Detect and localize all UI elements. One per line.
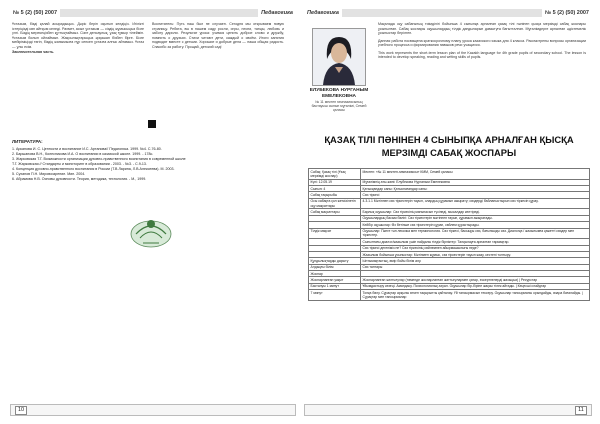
left-page (10, 8, 296, 416)
abstract-russian: Данная работа посвящена краткосрочному плану урока казахского языка для 4 класса. Рассмотрены вопросы организации учебного процесса и формирования навыков речи учащихся. (378, 38, 586, 47)
column-2-text: Воспитатель: Путь наш был не случаен. Сегодня мы открываем новую страницу. Ребята, вы в нашем саду росли, игры, песни, танцы, любовь и заботу дарили. Результат урока: учимся ценить доброе слово и дружбу, помнить о друзьях. Стихи читают дети, каждый о своём. Итоги занятия подводят вместе с детьми. Хорошие и добрые дела — наша общая радость. Спасибо за работу. Прощай, детский сад! (152, 22, 284, 49)
table-cell-label: Басталуы 1 минут (309, 283, 361, 289)
table-cell-label: Сабақ: Қазақ тілі (Ұзақ мерзімді жоспар) (309, 169, 361, 180)
table-cell-value: Топқа бөлу. Сұрақтар арқылы өткен тақырыпты қайталау. Үй тапсырмасын тексеру. Оқушылар тапсырманы орындайды, өзара бағалайды. | Сұрақтар мен тапсырмалар (361, 290, 590, 301)
table-cell-label: Осы сабақта қол жеткізілетін оқу мақсаттары (309, 198, 361, 209)
table-cell-label: Сабақ мақсаттары (309, 209, 361, 215)
literature-item: 3. Жарковская Т.Г. Возможности организации духовно-нравственного воспитания в современной школе (12, 157, 186, 161)
table-cell-value: Кейбір оқушылар: Өз бетінше сөз тіркестерін құрап, сөйлем құрастырады. (361, 222, 590, 228)
header-bar (342, 9, 542, 17)
table-cell-label: Сынып: 4 (309, 185, 361, 191)
table-cell-value: Оқушылар: Пәнге тән лексика мен терминология. Сөз тіркесі, басыңқы сөз, бағыныңқы сөз. Диалогқа / жазылымға қажетті сөздер мен тіркестер. (361, 228, 590, 239)
issue-number: № 5 (2) (50) 2007 (13, 9, 58, 16)
table-row (309, 228, 590, 239)
table-cell-label: Сабақ тақырыбы (309, 192, 361, 198)
table-cell-value: Сөз тіркесі (361, 192, 590, 198)
table-cell-label: Жоспар (309, 271, 361, 277)
issue-number: № 5 (2) (50) 2007 (544, 9, 589, 16)
table-cell-label: Күні: 12.05.19 (309, 179, 361, 185)
column-1-ending: Заключительная часть. (12, 50, 55, 54)
journal-logo-icon (128, 212, 174, 250)
page-footer (304, 404, 592, 416)
table-cell-value: Барлық оқушылар: Сөз тіркесінің мағынасын түсінеді, мысалдар келтіреді. (361, 209, 590, 215)
page-number: 10 (15, 406, 27, 415)
table-cell-label: 7 минут (309, 290, 361, 301)
page-header (10, 8, 296, 17)
table-cell-value: Мұғалімнің аты-жөні: Елубекова Нурганым Емелековна (361, 179, 590, 185)
literature-item: 5. Суханов П.Н. Мировоззрение. Мин. 2004. (12, 172, 86, 176)
page-footer (10, 404, 296, 416)
literature-item: Т.Г. Жарковская // Стандарты и мониторинг в образовании - 2003. - №3. - С.9-13. (12, 162, 147, 166)
table-cell-value: Жоспарланған жаттығулар (төменде жоспарланған жаттығулармен қатар, ескертпелерді жазыңыз) | Ресурстар (361, 277, 590, 283)
abstract-english: This work represents the short-term lesson plan of the Kazakh language for 4th grade pupils of secondary school. The lesson is intended to develop speaking, reading and writing skills of pupils. (378, 50, 586, 59)
table-cell-value: Ынтымақтастық, өмір бойы білім алу. (361, 258, 590, 264)
lesson-plan-table (308, 168, 590, 301)
literature-item: 2. Баршанова В.Н., Колесникова И.А. О воспитании в казахской школе. 1999. - 178с. (12, 152, 154, 156)
table-cell-value: Сыныптағы диалог/жазылым үшін пайдалы тілдік бірліктер: Талқылауға арналған тармақтар. (361, 239, 590, 245)
table-cell-label: Тілдік мақсат (309, 228, 361, 239)
table-cell-value: Ұйымдастыру кезеңі. Амандасу. Психологиялық ахуал. Оқушылар бір-біріне жақсы тілек айтады. | Кеңесші слайдтар (361, 283, 590, 289)
abstract-kazakh: Мақалада оқу сабағының тиімділігі бойынша 4 сыныпқа арналған қазақ тілі пәнінен қысқа мерзімді сабақ жоспары ұсынылған. Сабақ жоспары оқушылардың тілдік дағдыларын дамытуға бағытталған. Мұғалімдерге арналған әдістемелік ұсыныстар берілген. (378, 22, 586, 35)
literature-item: 6. Абрамова Н.В. Основы духовности. Теория, методика, технология. - М., 1999. (12, 177, 147, 181)
table-cell-value: Қатысқандар саны: Қатыспағандар саны: (361, 185, 590, 191)
journal-name: Педагогика (261, 9, 293, 16)
abstract (378, 22, 586, 60)
table-cell-label: Құндылықтарды дарыту (309, 258, 361, 264)
table-cell-value: Сөз тіркесі дегеніміз не? Сөз тіркесінің сөйлемнен айырмашылығы неде? (361, 245, 590, 251)
journal-name: Педагогика (307, 9, 339, 16)
author-photo (312, 28, 366, 86)
author-info: № 11 мектеп гимназиясының бастауыш сынып мұғалімі, Семей қаласы (311, 100, 367, 113)
end-mark-icon (148, 120, 156, 128)
table-cell-value: Жазылым бойынша ұсыныстар: Мәтінмен жұмыс, сөз тіркестерін тауып жазу, кестені толтыру. (361, 251, 590, 257)
column-1 (12, 22, 144, 55)
column-2 (152, 22, 284, 49)
table-cell-label: Алдыңғы білім (309, 264, 361, 270)
author-name: ЕЛУБЕКОВА НУРГАНЫМ ЕМЕЛЕКОВНА (309, 88, 369, 99)
table-cell-value: 4.3.1.1 Мәтіннен сөз тіркестерін тауып, олардың құрамын ажырату; сөздерді байланыстырып сөз тіркесін құрау. (361, 198, 590, 209)
literature-title: ЛИТЕРАТУРА: (12, 139, 43, 144)
literature-list (12, 147, 282, 182)
article-title: ҚАЗАҚ ТІЛІ ПӘНІНЕН 4 СЫНЫПҚА АРНАЛҒАН ҚЫСҚА МЕРЗІМДІ САБАҚ ЖОСПАРЫ (324, 134, 574, 158)
table-cell-value: Сөз таптары (361, 264, 590, 270)
page-header (304, 8, 592, 17)
table-row (309, 169, 590, 180)
table-row (309, 198, 590, 209)
author-portrait-icon (313, 29, 365, 85)
header-bar (60, 9, 258, 17)
right-page (304, 8, 592, 416)
page-number: 11 (575, 406, 587, 415)
table-cell-value: Оқушылардың басым бөлігі: Сөз тіркестерін мәтіннен тауып, құрамын ажыратады. (361, 215, 590, 221)
table-cell-value: Мектеп: «№ 11 мектеп-гимназиясы» КММ, Семей қаласы (361, 169, 590, 180)
literature-item: 1. Арканова И. С. Ценности и воспитание И.С. Артанова// Педагогика. 1999. №4. С.76-80. (12, 147, 162, 151)
literature-item: 4. Концепция духовно-нравственного воспитания в России (Т.В.Ларина, Л.В.Алексеева). М. 2003. (12, 167, 175, 171)
column-1-text: Ұстазым, бізді қалай асырадыңыз. Дәріс беріп оқытып келдіңіз. Игілікті істеріңізді көп айтқым келеді. Рахмет, асыл ұстазым — сіздің жұмысыңыз бізге үлгі. Біздің мерекеңізбен құттықтаймыз. Сізге денсаулық, ұзақ ғұмыр тілеймін. Ұстазым болып ойлаймын. Жақсылықтарыңыз әрқашан бізбен бірге. Бізге мейіріміңізді төгіп, біздің жанымызға нұр сепкен ұстазға алғыс айтамыз. Ұстаз — ұлы есім. (12, 22, 144, 49)
table-row (309, 290, 590, 301)
table-cell-label: Жоспарланған уақыт (309, 277, 361, 283)
